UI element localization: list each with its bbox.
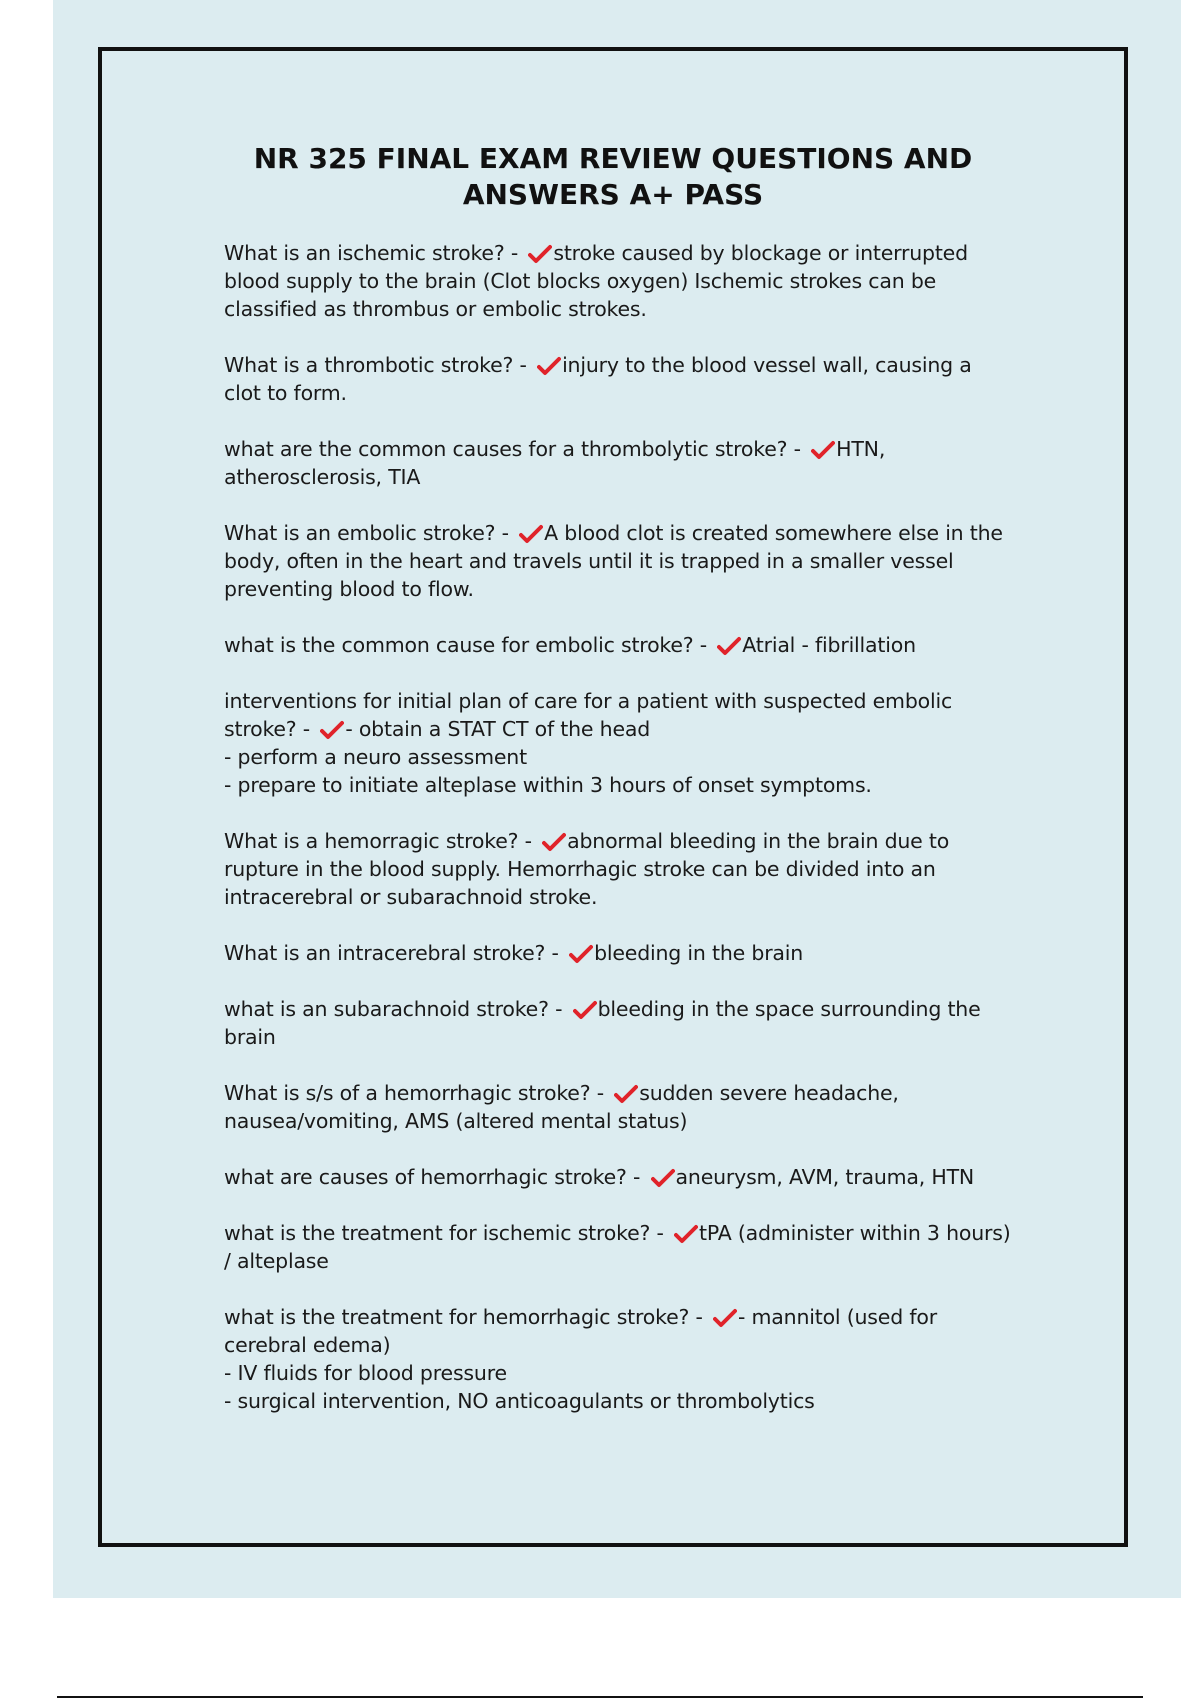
qa-text: what is the treatment for hemorrhagic stroke? - — [224, 1305, 709, 1329]
qa-text: intracerebral or subarachnoid stroke. — [224, 885, 598, 909]
qa-line — [224, 1219, 1044, 1247]
checkmark-icon — [542, 831, 566, 851]
qa-line — [224, 239, 1044, 267]
qa-item — [224, 939, 1044, 967]
qa-answer: A blood clot is created somewhere else in the — [544, 521, 1003, 545]
qa-text: nausea/vomiting, AMS (altered mental status) — [224, 1109, 688, 1133]
qa-item — [224, 435, 1044, 491]
qa-line — [224, 351, 1044, 379]
checkmark-icon — [614, 1083, 638, 1103]
qa-answer: abnormal bleeding in the brain due to — [567, 829, 950, 853]
qa-text: What is an embolic stroke? - — [224, 521, 516, 545]
qa-text: classified as thrombus or embolic strokes. — [224, 297, 647, 321]
qa-line — [224, 435, 1044, 463]
qa-answer: tPA (administer within 3 hours) — [699, 1221, 1011, 1245]
qa-text: rupture in the blood supply. Hemorrhagic stroke can be divided into an — [224, 857, 936, 881]
qa-text: What is an ischemic stroke? - — [224, 241, 525, 265]
qa-answer: - obtain a STAT CT of the head — [345, 717, 651, 741]
qa-text: What is s/s of a hemorrhagic stroke? - — [224, 1081, 611, 1105]
checkmark-icon — [717, 635, 741, 655]
checkmark-icon — [537, 355, 561, 375]
qa-answer: bleeding in the brain — [594, 941, 804, 965]
qa-answer: Atrial - fibrillation — [742, 633, 916, 657]
qa-answer: HTN, — [836, 437, 886, 461]
qa-item — [224, 1079, 1044, 1135]
qa-line — [224, 267, 1044, 295]
checkmark-icon — [713, 1307, 737, 1327]
qa-line — [224, 1163, 1044, 1191]
qa-answer: injury to the blood vessel wall, causing a — [562, 353, 972, 377]
qa-line — [224, 1359, 1044, 1387]
document-title — [102, 141, 1124, 213]
qa-item — [224, 519, 1044, 603]
qa-line — [224, 883, 1044, 911]
qa-item — [224, 687, 1044, 799]
qa-line — [224, 1387, 1044, 1415]
qa-item — [224, 1219, 1044, 1275]
qa-answer: aneurysm, AVM, trauma, HTN — [675, 1165, 975, 1189]
content-border — [98, 47, 1128, 1547]
qa-line — [224, 631, 1044, 659]
qa-text: preventing blood to flow. — [224, 577, 474, 601]
qa-text: - surgical intervention, NO anticoagulants or thrombolytics — [224, 1389, 815, 1413]
qa-item — [224, 1303, 1044, 1415]
qa-item — [224, 631, 1044, 659]
qa-line — [224, 855, 1044, 883]
qa-text: cerebral edema) — [224, 1333, 391, 1357]
checkmark-icon — [811, 439, 835, 459]
qa-item — [224, 351, 1044, 407]
title-line-1: NR 325 FINAL EXAM REVIEW QUESTIONS AND — [253, 142, 973, 175]
qa-text: What is a thrombotic stroke? - — [224, 353, 534, 377]
checkmark-icon — [519, 523, 543, 543]
qa-line — [224, 827, 1044, 855]
qa-item — [224, 1163, 1044, 1191]
qa-text: what is the common cause for embolic stroke? - — [224, 633, 714, 657]
qa-item — [224, 827, 1044, 911]
qa-answer: - mannitol (used for — [738, 1305, 937, 1329]
qa-text: - prepare to initiate alteplase within 3 hours of onset symptoms. — [224, 773, 872, 797]
qa-text: What is a hemorragic stroke? - — [224, 829, 539, 853]
qa-text: body, often in the heart and travels until it is trapped in a smaller vessel — [224, 549, 954, 573]
qa-text: what is an subarachnoid stroke? - — [224, 997, 569, 1021]
qa-line — [224, 519, 1044, 547]
footer-divider — [57, 1696, 1143, 1698]
qa-line — [224, 463, 1044, 491]
checkmark-icon — [674, 1223, 698, 1243]
qa-line — [224, 295, 1044, 323]
qa-answer: bleeding in the space surrounding the — [597, 997, 981, 1021]
qa-answer: sudden severe headache, — [639, 1081, 899, 1105]
checkmark-icon — [320, 719, 344, 739]
checkmark-icon — [569, 943, 593, 963]
qa-line — [224, 1331, 1044, 1359]
qa-item — [224, 995, 1044, 1051]
qa-text: atherosclerosis, TIA — [224, 465, 421, 489]
qa-line — [224, 771, 1044, 799]
qa-text: brain — [224, 1025, 276, 1049]
qa-text: what are causes of hemorrhagic stroke? - — [224, 1165, 647, 1189]
qa-line — [224, 995, 1044, 1023]
qa-text: stroke? - — [224, 717, 317, 741]
qa-list — [224, 239, 1044, 1443]
qa-text: blood supply to the brain (Clot blocks oxygen) Ischemic strokes can be — [224, 269, 937, 293]
qa-line — [224, 1107, 1044, 1135]
qa-line — [224, 743, 1044, 771]
qa-line — [224, 575, 1044, 603]
qa-line — [224, 1079, 1044, 1107]
checkmark-icon — [651, 1167, 675, 1187]
qa-line — [224, 939, 1044, 967]
qa-text: - IV fluids for blood pressure — [224, 1361, 507, 1385]
qa-text: what are the common causes for a thrombolytic stroke? - — [224, 437, 808, 461]
qa-line — [224, 1247, 1044, 1275]
qa-line — [224, 547, 1044, 575]
qa-text: what is the treatment for ischemic stroke? - — [224, 1221, 670, 1245]
qa-text: What is an intracerebral stroke? - — [224, 941, 566, 965]
qa-answer: stroke caused by blockage or interrupted — [553, 241, 968, 265]
qa-line — [224, 1023, 1044, 1051]
checkmark-icon — [528, 243, 552, 263]
qa-line — [224, 687, 1044, 715]
qa-line — [224, 1303, 1044, 1331]
qa-item — [224, 239, 1044, 323]
checkmark-icon — [573, 999, 597, 1019]
qa-line — [224, 379, 1044, 407]
document-page — [53, 0, 1181, 1598]
qa-text: / alteplase — [224, 1249, 329, 1273]
title-line-2: ANSWERS A+ PASS — [462, 178, 764, 211]
qa-line — [224, 715, 1044, 743]
qa-text: interventions for initial plan of care for a patient with suspected embolic — [224, 689, 953, 713]
qa-text: clot to form. — [224, 381, 347, 405]
qa-text: - perform a neuro assessment — [224, 745, 527, 769]
